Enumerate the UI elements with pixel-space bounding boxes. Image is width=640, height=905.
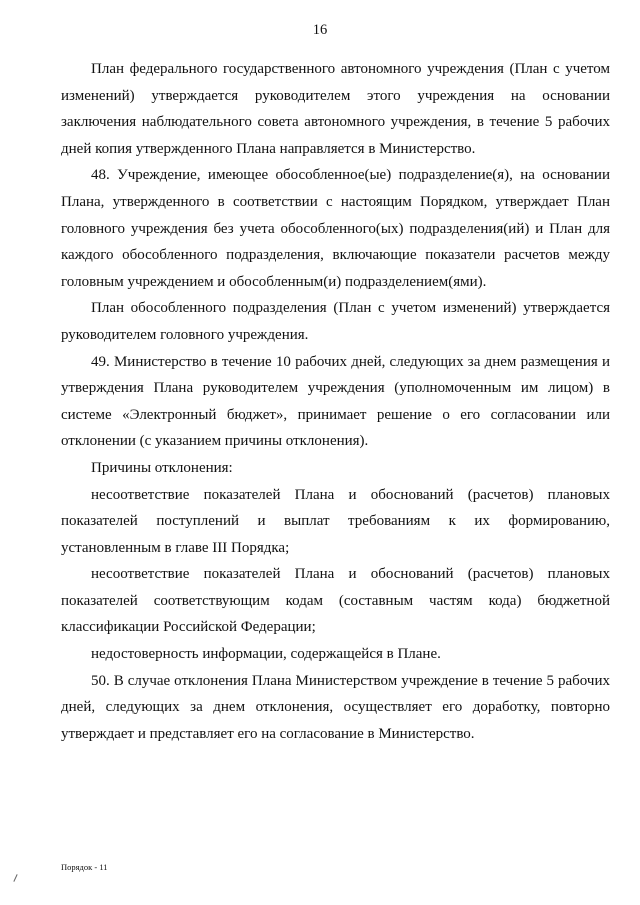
paragraph-reason-2: несоответствие показателей Плана и обоснований (расчетов) плановых показателей соответствующим кодам (составным частям кода) бюджетной классификации Российской Федерации; <box>61 566 610 636</box>
footer-label: Порядок - 11 <box>61 862 108 872</box>
paragraph-reason-3: недостоверность информации, содержащейся в Плане. <box>91 646 441 663</box>
document-body <box>61 56 610 747</box>
paragraph-50: 50. В случае отклонения Плана Министерством учреждение в течение 5 рабочих дней, следующих за днем отклонения, осуществляет его доработку, повторно утверждает и представляет его на согласование в Министерство. <box>61 672 610 742</box>
paragraph-48: 48. Учреждение, имеющее обособленное(ые) подразделение(я), на основании Плана, утвержденного в соответствии с настоящим Порядком, утверждает План головного учреждения без учета обособленного(ых) подразделения(ий) и План для каждого обособленного подразделения, включающие показатели расчетов между головным учреждением и обособленным(и) подразделением(ями). <box>61 167 610 290</box>
scan-margin-mark <box>13 874 17 882</box>
paragraph-49: 49. Министерство в течение 10 рабочих дней, следующих за днем размещения и утверждения Плана руководителем учреждения (уполномоченным им лицом) в системе «Электронный бюджет», принимает решение о его согласовании или отклонении (с указанием причины отклонения). <box>61 353 610 450</box>
paragraph-rejection-reasons-heading: Причины отклонения: <box>91 459 233 476</box>
paragraph-reason-1: несоответствие показателей Плана и обоснований (расчетов) плановых показателей поступлений и выплат требованиям к их формированию, установленным в главе III Порядка; <box>61 486 610 556</box>
page-number: 16 <box>312 22 328 38</box>
paragraph-plan-autonomous: План федерального государственного автономного учреждения (План с учетом изменений) утверждается руководителем этого учреждения на основании заключения наблюдательного совета автономного учреждения, в течение 5 рабочих дней копия утвержденного Плана направляется в Министерство. <box>61 61 610 157</box>
paragraph-plan-subdivision: План обособленного подразделения (План с учетом изменений) утверждается руководителем головного учреждения. <box>61 300 610 343</box>
